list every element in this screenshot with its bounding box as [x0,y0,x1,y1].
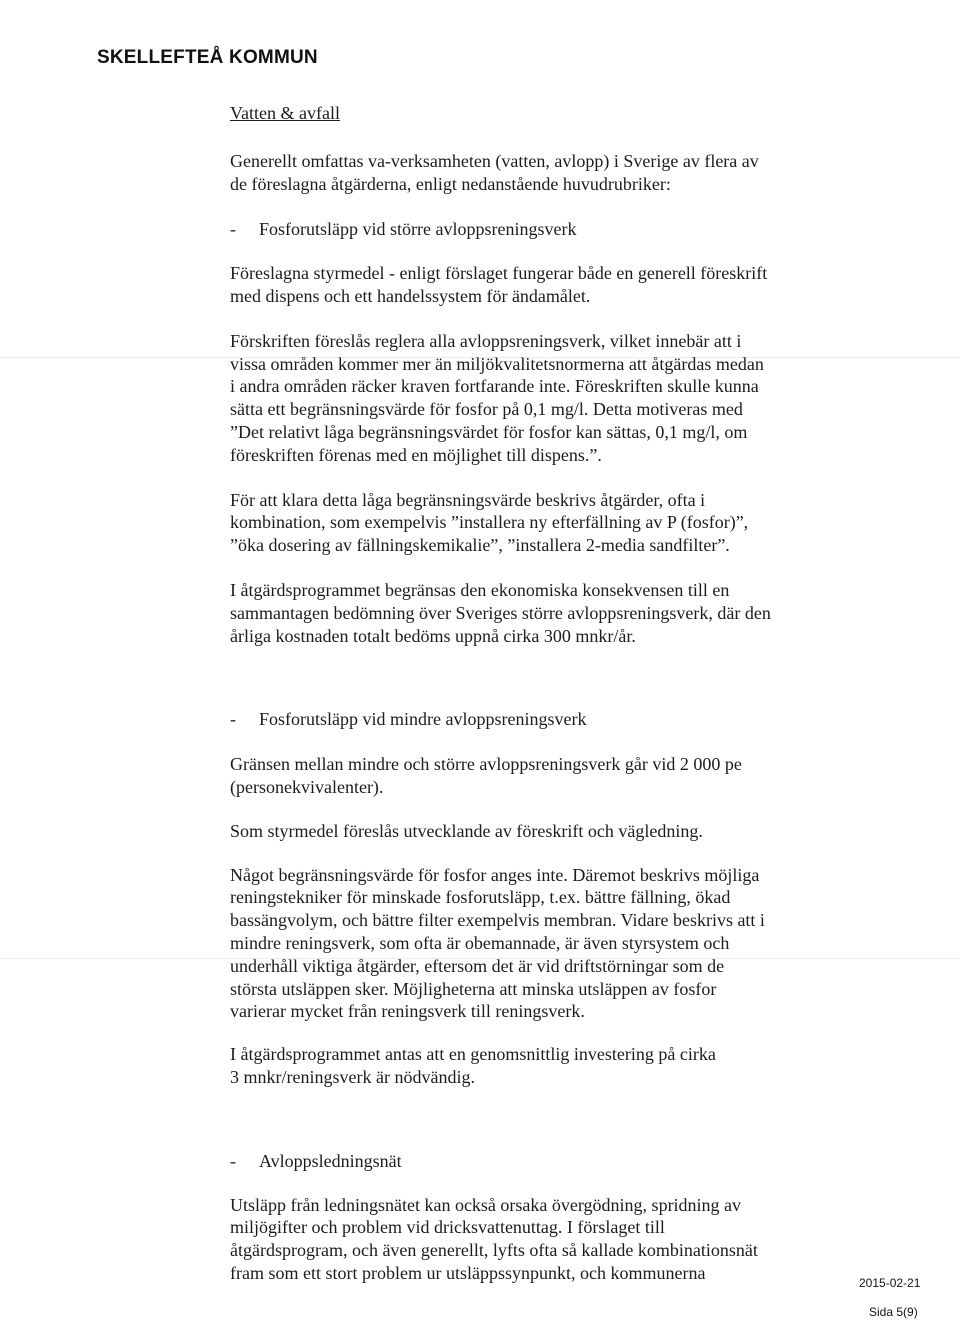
bullet-dash: - [230,709,236,730]
body-paragraph: I åtgärdsprogrammet antas att en genomsnittlig investering på cirka 3 mnkr/reningsverk är nödvändig. [230,1044,716,1087]
document-body [230,102,830,1285]
bullet-dash: - [230,219,236,240]
bullet-item-heading [230,218,830,241]
bullet-title: Avloppsledningsnät [259,1150,402,1171]
body-paragraph: För att klara detta låga begränsningsvärde beskrivs åtgärder, ofta i kombination, som exempelvis ”installera ny efterfällning av P (fosfor)”, ”öka dosering av fällningskemikalie”, ”installera 2-media sandfilter”. [230,489,749,556]
body-paragraph: Utsläpp från ledningsnätet kan också orsaka övergödning, spridning av miljögifter och problem vid dricksvattenuttag. I förslaget till åtgärdsprogram, och även generellt, lyfts ofta så kallade kombinationsnät fram som ett stort problem ur utsläppssynpunkt, och kommunerna [230,1194,758,1283]
organization-header: SKELLEFTEÅ KOMMUN [97,47,318,68]
section-heading: Vatten & avfall [230,103,340,123]
bullet-dash: - [230,1150,236,1171]
body-paragraph: I åtgärdsprogrammet begränsas den ekonomiska konsekvensen till en sammantagen bedömning över Sveriges större avloppsreningsverk, där den årliga kostnaden totalt bedöms uppnå cirka 300 mnkr/år. [230,579,771,646]
body-paragraph: Något begränsningsvärde för fosfor anges inte. Däremot beskrivs möjliga reningstekniker för minskade fosforutsläpp, t.ex. bättre fällning, ökad bassängvolym, och bättre filter exempelvis membran. Vidare beskrivs att i mindre reningsverk, som ofta är obemannade, är även styrsystem och underhåll viktiga åtgärder, eftersom det är vid driftstörningar som de största utsläppen sker. Möjligheterna att minska utsläppen av fosfor varierar mycket från reningsverk till reningsverk. [230,864,765,1022]
body-paragraph: Gränsen mellan mindre och större avloppsreningsverk går vid 2 000 pe (personekvivalenter). [230,754,742,797]
bullet-item-heading [230,1150,830,1173]
footer-date: 2015-02-21 [859,1276,921,1290]
bullet-title: Fosforutsläpp vid mindre avloppsreningsverk [259,709,587,730]
bullet-item-heading [230,708,830,731]
page-number: Sida 5(9) [869,1305,918,1319]
body-paragraph: Föreslagna styrmedel - enligt förslaget fungerar både en generell föreskrift med dispens och ett handelssystem för ändamålet. [230,263,768,306]
body-paragraph: Förskriften föreslås reglera alla avloppsreningsverk, vilket innebär att i vissa områden kommer mer än miljökvalitetsnormerna att åtgärdas medan i andra områden räcker kraven fortfarande inte. Föreskriften skulle kunna sätta ett begränsningsvärde för fosfor på 0,1 mg/l. Detta motiveras med ”Det relativt låga begränsningsvärdet för fosfor kan sättas, 0,1 mg/l, om föreskriften förenas med en möjlighet till dispens.”. [230,330,764,465]
intro-paragraph: Generellt omfattas va-verksamheten (vatten, avlopp) i Sverige av flera av de föreslagna åtgärderna, enligt nedanstående huvudrubriker: [230,150,759,194]
bullet-title: Fosforutsläpp vid större avloppsreningsverk [259,219,577,240]
body-paragraph: Som styrmedel föreslås utvecklande av föreskrift och vägledning. [230,820,703,841]
